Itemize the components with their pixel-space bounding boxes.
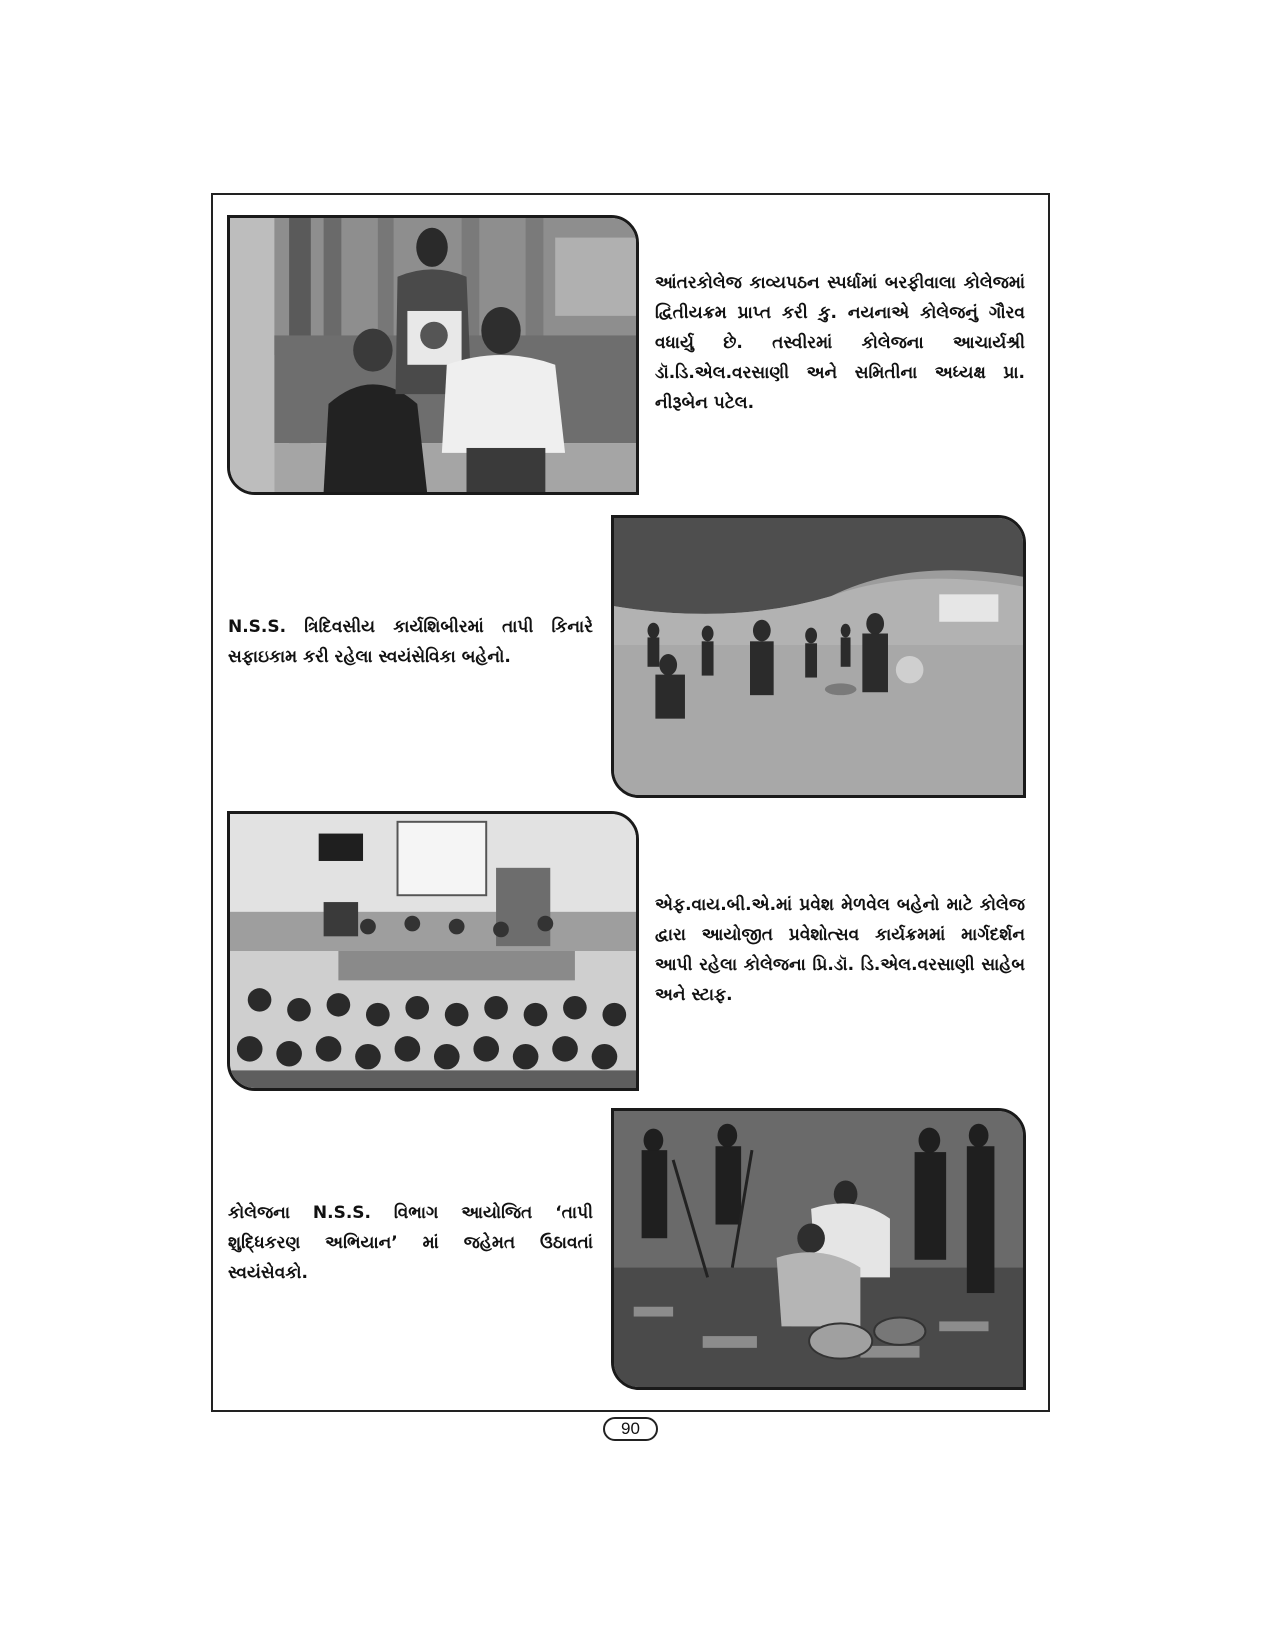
- caption-orientation: એફ.વાય.બી.એ.માં પ્રવેશ મેળવેલ બહેનો માટે કોલેજ દ્વારા આયોજીત પ્રવેશોત્સવ કાર્યક્રમમાં માર્ગદર્શન આપી રહેલા કોલેજના પ્રિ.ડૉ. ડિ.એલ.વરસાણી સાહેબ અને સ્ટાફ.: [655, 895, 1025, 1005]
- nss-cleaning-photo: [611, 515, 1026, 798]
- orientation-event-photo: [227, 811, 639, 1091]
- caption-tapi-drive: કોલેજના N.S.S. વિભાગ આયોજિત ‘તાપી શુદ્ધિકરણ અભિયાન’ માં જહેમત ઉઠાવતાં સ્વયંસેવકો.: [228, 1203, 593, 1283]
- caption-award: આંતરકોલેજ કાવ્યપઠન સ્પર્ધામાં બરફીવાલા કોલેજમાં દ્વિતીયક્રમ પ્રાપ્ત કરી કુ. નયનાએ કોલેજનું ગૌરવ વધાર્યુ છે. તસ્વીરમાં કોલેજના આચાર્યશ્રી ડૉ.ડિ.એલ.વરસાણી અને સમિતીના અધ્યક્ષ પ્રા. નીરૂબેન પટેલ.: [655, 273, 1025, 413]
- award-photo: [227, 215, 639, 495]
- tapi-cleanup-photo: [611, 1108, 1026, 1390]
- page-number: 90: [603, 1417, 658, 1441]
- caption-nss-camp: N.S.S. ત્રિદિવસીય કાર્યશિબીરમાં તાપી કિનારે સફાઇકામ કરી રહેલા સ્વયંસેવિકા બહેનો.: [228, 617, 593, 667]
